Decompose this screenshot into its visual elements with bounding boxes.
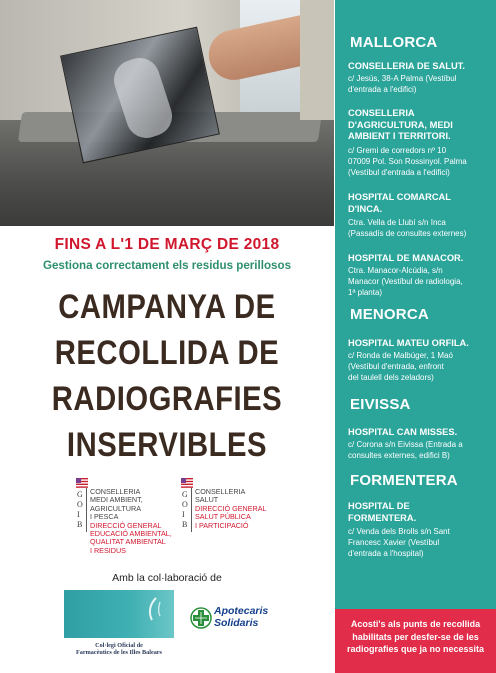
headline-line-2: RECOLLIDA DE	[54, 334, 280, 372]
location-title: HOSPITAL CAN MISSES.	[348, 427, 458, 437]
headline-line-1: CAMPANYA DE	[58, 288, 276, 326]
notice-box: Acosti's als punts de recollida habilitats per desfer-se de les radiografies que ja no necessita	[335, 609, 496, 673]
location-address: Ctra. Vella de Llubí s/n Inca (Passadís de consultes externes)	[348, 218, 467, 238]
hero-photo	[0, 0, 334, 226]
apotecaris-cross-icon	[190, 607, 212, 629]
location-title: CONSELLERIA D'AGRICULTURA, MEDI AMBIENT I TERRITORI.	[348, 108, 453, 141]
headline-line-4: INSERVIBLES	[66, 426, 268, 464]
logo-divider	[191, 488, 192, 532]
location-address: c/ Jesús, 38-A Palma (Vestíbul d'entrada a l'edifici)	[348, 74, 457, 94]
cof-logo-icon	[64, 590, 174, 638]
location-address: c/ Gremi de corredors nº 10 07009 Pol. Son Rossinyol. Palma (Vestíbul d'entrada a l'edifici)	[348, 146, 467, 177]
goib-flag-icon	[76, 478, 88, 488]
goib-letters: G O I B	[182, 490, 188, 529]
location-address: c/ Venda dels Brolls s/n Sant Francesc Xavier (Vestíbul d'entrada a l'hospital)	[348, 527, 450, 558]
logo-text: CONSELLERIA SALUT DIRECCIÓ GENERAL SALUT PÚBLICA I PARTICIPACIÓ	[195, 487, 267, 530]
cof-logo	[64, 590, 174, 660]
goib-letters: G O I B	[77, 490, 83, 529]
logo-text: CONSELLERIA MEDI AMBIENT, AGRICULTURA I PESCA DIRECCIÓ GENERAL EDUCACIÓ AMBIENTAL, QUALITAT AMBIENTAL I RESIDUS	[90, 487, 172, 555]
goib-flag-icon	[181, 478, 193, 488]
location-address: c/ Ronda de Malbúger, 1 Maó (Vestíbul d'entrada, enfront del taulell dels zeladors)	[348, 351, 453, 382]
photo-sleeve	[300, 0, 334, 120]
logo-conselleria-medi-ambient	[76, 478, 196, 558]
location-title: CONSELLERIA DE SALUT.	[348, 61, 465, 71]
cof-name: Col·legi Oficial de Farmacèutics de les Illes Balears	[76, 642, 162, 657]
location-address: c/ Corona s/n Eivissa (Entrada a consultes externes, edifici B)	[348, 440, 463, 460]
locations-sidebar	[335, 0, 496, 673]
location-title: HOSPITAL DE MANACOR.	[348, 253, 464, 263]
region-eivissa: EIVISSA	[350, 396, 411, 413]
region-mallorca: MALLORCA	[350, 34, 438, 51]
location-title: HOSPITAL DE FORMENTERA.	[348, 501, 417, 523]
location-title: HOSPITAL COMARCAL D'INCA.	[348, 192, 451, 214]
logo-divider	[86, 488, 87, 532]
region-menorca: MENORCA	[350, 306, 429, 323]
headline-line-3: RADIOGRAFIES	[51, 380, 283, 418]
location-address: Ctra. Manacor-Alcúdia, s/n Manacor (Vestíbul de radiologia, 1ª planta)	[348, 266, 463, 297]
location-title: HOSPITAL MATEU ORFILA.	[348, 338, 469, 348]
apotecaris-name: Apotecaris Solidaris	[214, 605, 269, 629]
collaboration-label: Amb la col·laboració de	[112, 572, 222, 584]
logo-conselleria-salut	[181, 478, 291, 548]
campaign-date: FINS A L'1 DE MARÇ DE 2018	[54, 236, 280, 253]
region-formentera: FORMENTERA	[350, 472, 458, 489]
apotecaris-logo	[190, 603, 300, 639]
campaign-subtitle: Gestiona correctament els residus perillosos	[42, 259, 292, 272]
